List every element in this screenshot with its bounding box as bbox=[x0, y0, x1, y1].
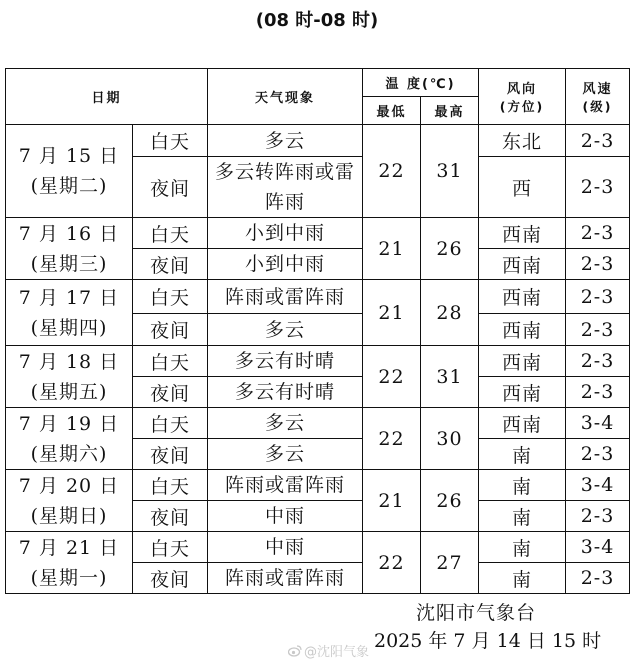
temp-min-cell: 21 bbox=[363, 470, 421, 532]
header-temp-min: 最低 bbox=[363, 97, 421, 125]
header-wind-direction-label: 风向 bbox=[507, 82, 538, 97]
weekday-label: (星期三) bbox=[30, 252, 108, 275]
wind-speed-cell: 2-3 bbox=[566, 218, 630, 249]
table-row bbox=[6, 280, 630, 314]
wind-direction-cell: 西南 bbox=[479, 218, 566, 249]
wind-direction-cell: 西 bbox=[479, 157, 566, 218]
weather-cell: 多云 bbox=[208, 125, 363, 157]
date-cell bbox=[6, 532, 133, 594]
wind-speed-cell: 2-3 bbox=[566, 125, 630, 157]
temp-min-cell: 22 bbox=[363, 125, 421, 218]
wind-speed-cell: 2-3 bbox=[566, 439, 630, 470]
weekday-label: (星期六) bbox=[30, 442, 108, 465]
temp-max-cell: 26 bbox=[421, 470, 479, 532]
period-label: 夜间 bbox=[133, 314, 208, 346]
period-label: 白天 bbox=[133, 470, 208, 501]
wind-direction-cell: 南 bbox=[479, 501, 566, 532]
date-cell bbox=[6, 125, 133, 218]
weather-cell: 多云有时晴 bbox=[208, 346, 363, 377]
weather-cell: 多云转阵雨或雷阵雨 bbox=[208, 157, 363, 218]
date-cell bbox=[6, 218, 133, 280]
header-wind-speed-label: 风速 bbox=[582, 82, 613, 97]
wind-speed-cell: 3-4 bbox=[566, 408, 630, 439]
date-label: 7 月 15 日 bbox=[18, 145, 120, 167]
weekday-label: (星期二) bbox=[30, 175, 108, 197]
weather-cell: 中雨 bbox=[208, 532, 363, 563]
wind-direction-cell: 西南 bbox=[479, 346, 566, 377]
period-label: 夜间 bbox=[133, 563, 208, 594]
weekday-label: (星期一) bbox=[30, 566, 108, 589]
wind-speed-cell: 2-3 bbox=[566, 314, 630, 346]
period-label: 夜间 bbox=[133, 157, 208, 218]
wind-direction-cell: 西南 bbox=[479, 314, 566, 346]
wind-speed-cell: 2-3 bbox=[566, 563, 630, 594]
page-title: (08 时-08 时) bbox=[255, 10, 379, 31]
weather-cell: 阵雨或雷阵雨 bbox=[208, 470, 363, 501]
temp-max-cell: 27 bbox=[421, 532, 479, 594]
period-label: 白天 bbox=[133, 125, 208, 157]
period-label: 白天 bbox=[133, 346, 208, 377]
table-row bbox=[6, 532, 630, 563]
weather-cell: 多云 bbox=[208, 439, 363, 470]
header-wind-direction-unit: (方位) bbox=[499, 99, 545, 114]
wind-direction-cell: 西南 bbox=[479, 249, 566, 280]
date-label: 7 月 17 日 bbox=[18, 286, 120, 309]
header-wind-speed bbox=[566, 69, 630, 125]
weather-cell: 中雨 bbox=[208, 501, 363, 532]
wind-speed-cell: 2-3 bbox=[566, 377, 630, 408]
watermark bbox=[288, 641, 369, 660]
date-cell bbox=[6, 470, 133, 532]
temp-max-cell: 30 bbox=[421, 408, 479, 470]
wind-direction-cell: 西南 bbox=[479, 408, 566, 439]
table-row bbox=[6, 470, 630, 501]
wind-speed-cell: 2-3 bbox=[566, 501, 630, 532]
date-label: 7 月 18 日 bbox=[18, 350, 120, 373]
wind-direction-cell: 南 bbox=[479, 470, 566, 501]
temp-max-cell: 31 bbox=[421, 346, 479, 408]
header-temp-max: 最高 bbox=[421, 97, 479, 125]
weekday-label: (星期日) bbox=[30, 504, 108, 527]
wind-speed-cell: 3-4 bbox=[566, 470, 630, 501]
issuer-name: 沈阳市气象台 bbox=[416, 602, 537, 624]
period-label: 夜间 bbox=[133, 249, 208, 280]
forecast-body bbox=[6, 125, 630, 594]
header-date: 日期 bbox=[6, 69, 208, 125]
temp-min-cell: 22 bbox=[363, 532, 421, 594]
period-label: 白天 bbox=[133, 532, 208, 563]
header-weather: 天气现象 bbox=[208, 69, 363, 125]
weather-cell: 小到中雨 bbox=[208, 249, 363, 280]
date-label: 7 月 21 日 bbox=[18, 536, 120, 559]
header-wind-direction bbox=[479, 69, 566, 125]
temp-min-cell: 21 bbox=[363, 218, 421, 280]
temp-max-cell: 26 bbox=[421, 218, 479, 280]
issue-time: 2025 年 7 月 14 日 15 时 bbox=[374, 630, 602, 652]
table-row bbox=[6, 408, 630, 439]
table-row bbox=[6, 218, 630, 249]
table-row bbox=[6, 125, 630, 157]
wind-direction-cell: 南 bbox=[479, 439, 566, 470]
wind-speed-cell: 2-3 bbox=[566, 249, 630, 280]
weather-cell: 多云 bbox=[208, 408, 363, 439]
wind-speed-cell: 2-3 bbox=[566, 157, 630, 218]
temp-max-cell: 28 bbox=[421, 280, 479, 346]
weather-cell: 多云有时晴 bbox=[208, 377, 363, 408]
date-cell bbox=[6, 280, 133, 346]
forecast-table bbox=[5, 68, 630, 594]
period-label: 白天 bbox=[133, 280, 208, 314]
wind-speed-cell: 3-4 bbox=[566, 532, 630, 563]
weather-cell: 多云 bbox=[208, 314, 363, 346]
date-cell bbox=[6, 346, 133, 408]
wind-direction-cell: 东北 bbox=[479, 125, 566, 157]
period-label: 白天 bbox=[133, 218, 208, 249]
weather-cell: 阵雨或雷阵雨 bbox=[208, 563, 363, 594]
temp-min-cell: 21 bbox=[363, 280, 421, 346]
temp-min-cell: 22 bbox=[363, 408, 421, 470]
period-label: 夜间 bbox=[133, 439, 208, 470]
header-wind-speed-unit: (级) bbox=[582, 99, 613, 114]
date-label: 7 月 20 日 bbox=[18, 474, 120, 497]
weekday-label: (星期五) bbox=[30, 380, 108, 403]
period-label: 夜间 bbox=[133, 377, 208, 408]
period-label: 白天 bbox=[133, 408, 208, 439]
header-temperature: 温 度(℃) bbox=[363, 69, 479, 97]
period-label: 夜间 bbox=[133, 501, 208, 532]
date-cell bbox=[6, 408, 133, 470]
date-label: 7 月 19 日 bbox=[18, 412, 120, 435]
date-label: 7 月 16 日 bbox=[18, 222, 120, 245]
weekday-label: (星期四) bbox=[30, 316, 108, 339]
temp-max-cell: 31 bbox=[421, 125, 479, 218]
wind-speed-cell: 2-3 bbox=[566, 346, 630, 377]
watermark-text: @沈阳气象 bbox=[304, 645, 370, 660]
weather-cell: 阵雨或雷阵雨 bbox=[208, 280, 363, 314]
wind-speed-cell: 2-3 bbox=[566, 280, 630, 314]
weather-cell: 小到中雨 bbox=[208, 218, 363, 249]
wind-direction-cell: 西南 bbox=[479, 377, 566, 408]
temp-min-cell: 22 bbox=[363, 346, 421, 408]
table-row bbox=[6, 346, 630, 377]
weibo-icon bbox=[288, 644, 302, 658]
wind-direction-cell: 南 bbox=[479, 532, 566, 563]
wind-direction-cell: 南 bbox=[479, 563, 566, 594]
wind-direction-cell: 西南 bbox=[479, 280, 566, 314]
